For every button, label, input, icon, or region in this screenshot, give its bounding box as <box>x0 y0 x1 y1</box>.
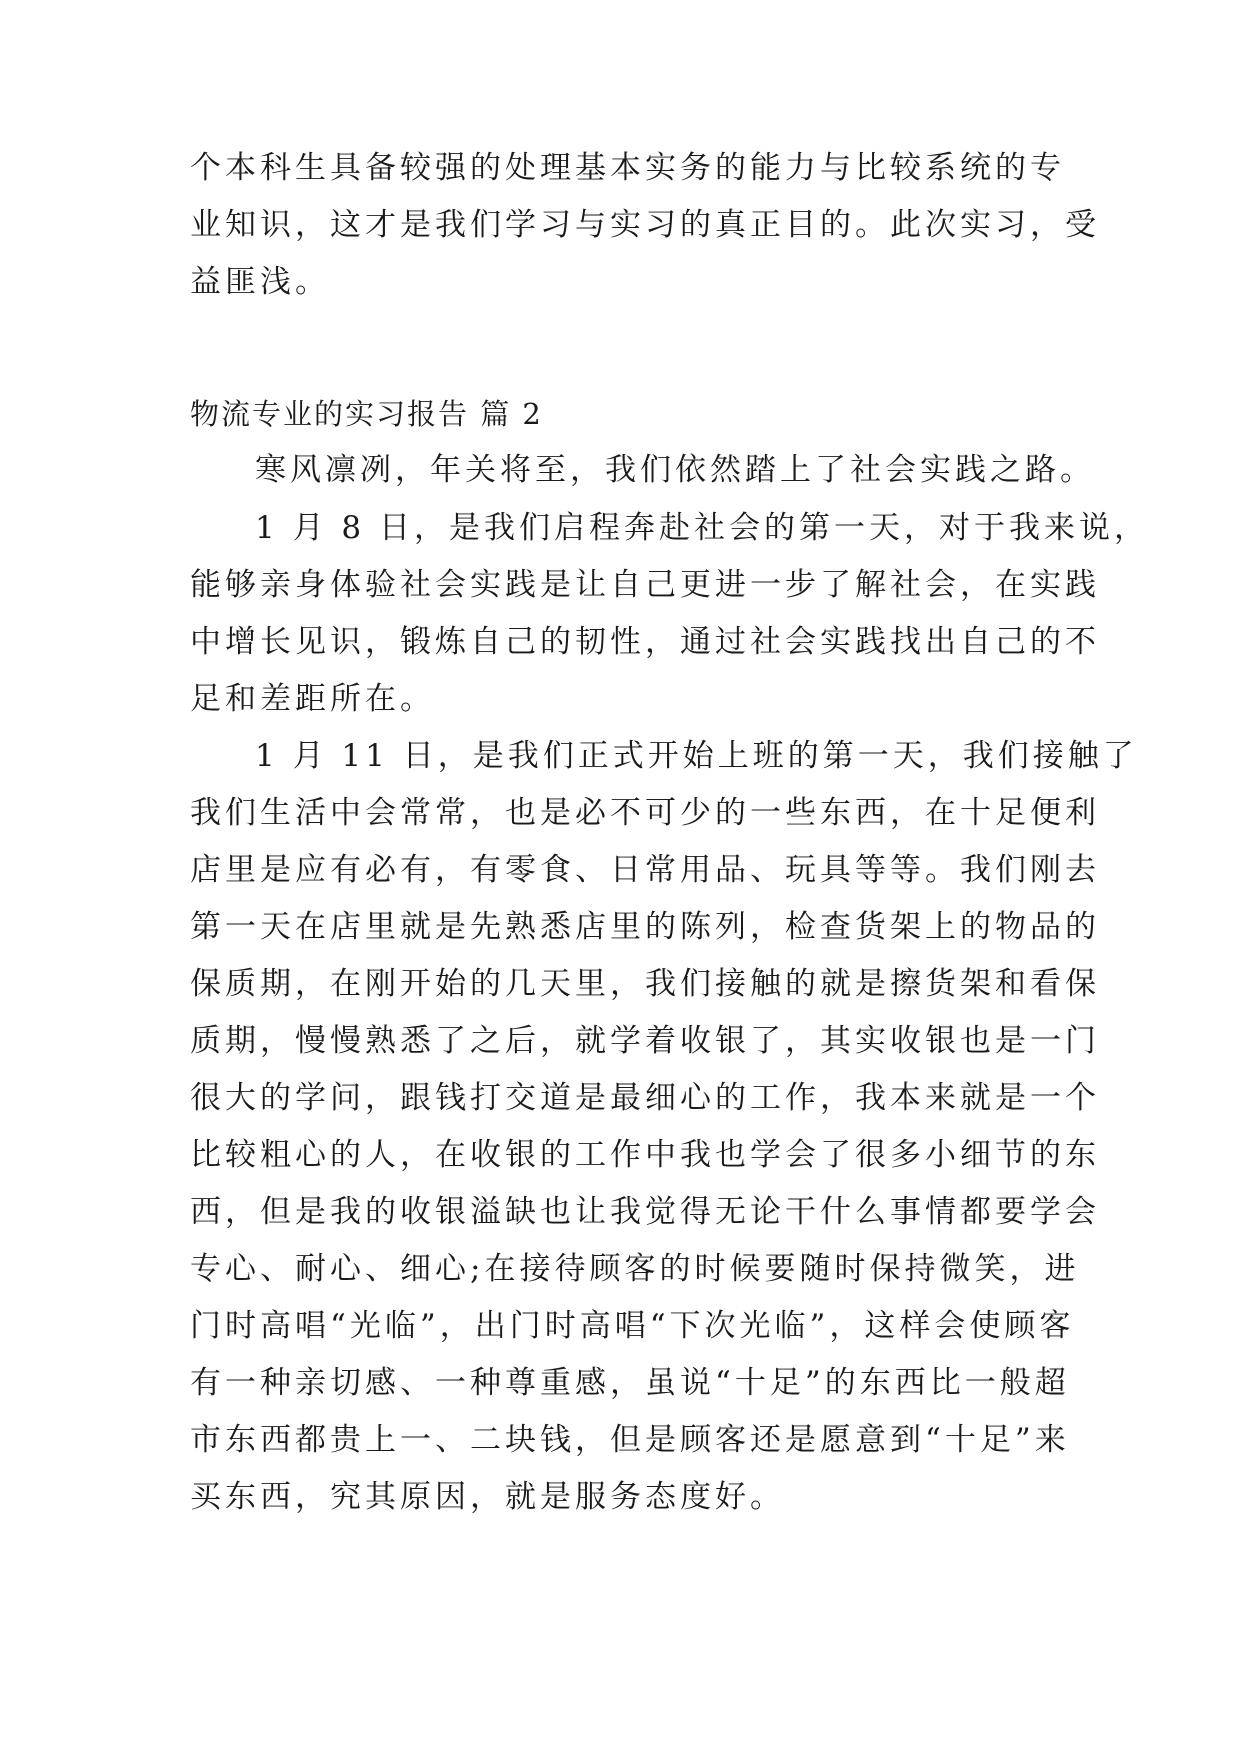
paragraph3-line-12: 有一种亲切感、一种尊重感，虽说“十足”的东西比一般超 <box>190 1365 1070 1401</box>
paragraph2-line-1: 1 月 8 日，是我们启程奔赴社会的第一天，对于我来说， <box>255 510 1150 546</box>
section-heading: 物流专业的实习报告 篇 2 <box>190 397 543 431</box>
paragraph3-line-7: 很大的学问，跟钱打交道是最细心的工作，我本来就是一个 <box>190 1080 1100 1116</box>
paragraph3-line-11: 门时高唱“光临”，出门时高唱“下次光临”，这样会使顾客 <box>190 1308 1075 1344</box>
paragraph3-line-4: 第一天在店里就是先熟悉店里的陈列，检查货架上的物品的 <box>190 909 1100 945</box>
intro-line-1: 个本科生具备较强的处理基本实务的能力与比较系统的专 <box>190 150 1065 186</box>
paragraph3-line-5: 保质期，在刚开始的几天里，我们接触的就是擦货架和看保 <box>190 966 1100 1002</box>
intro-line-2: 业知识，这才是我们学习与实习的真正目的。此次实习，受 <box>190 207 1100 243</box>
intro-line-3: 益匪浅。 <box>190 264 330 300</box>
paragraph3-line-2: 我们生活中会常常，也是必不可少的一些东西，在十足便利 <box>190 795 1100 831</box>
paragraph2-line-3: 中增长见识，锻炼自己的韧性，通过社会实践找出自己的不 <box>190 624 1100 660</box>
paragraph3-line-1: 1 月 11 日，是我们正式开始上班的第一天，我们接触了 <box>255 738 1138 774</box>
paragraph3-line-9: 西，但是我的收银溢缺也让我觉得无论干什么事情都要学会 <box>190 1194 1100 1230</box>
paragraph3-line-13: 市东西都贵上一、二块钱，但是顾客还是愿意到“十足”来 <box>190 1422 1070 1458</box>
paragraph3-line-14: 买东西，究其原因，就是服务态度好。 <box>190 1479 785 1515</box>
paragraph1-line-1: 寒风凛冽，年关将至，我们依然踏上了社会实践之路。 <box>255 452 1095 488</box>
paragraph3-line-6: 质期，慢慢熟悉了之后，就学着收银了，其实收银也是一门 <box>190 1023 1100 1059</box>
paragraph2-line-4: 足和差距所在。 <box>190 681 435 717</box>
paragraph2-line-2: 能够亲身体验社会实践是让自己更进一步了解社会，在实践 <box>190 567 1100 603</box>
paragraph3-line-3: 店里是应有必有，有零食、日常用品、玩具等等。我们刚去 <box>190 852 1100 888</box>
paragraph3-line-10: 专心、耐心、细心;在接待顾客的时候要随时保持微笑，进 <box>190 1251 1080 1287</box>
paragraph3-line-8: 比较粗心的人，在收银的工作中我也学会了很多小细节的东 <box>190 1137 1100 1173</box>
